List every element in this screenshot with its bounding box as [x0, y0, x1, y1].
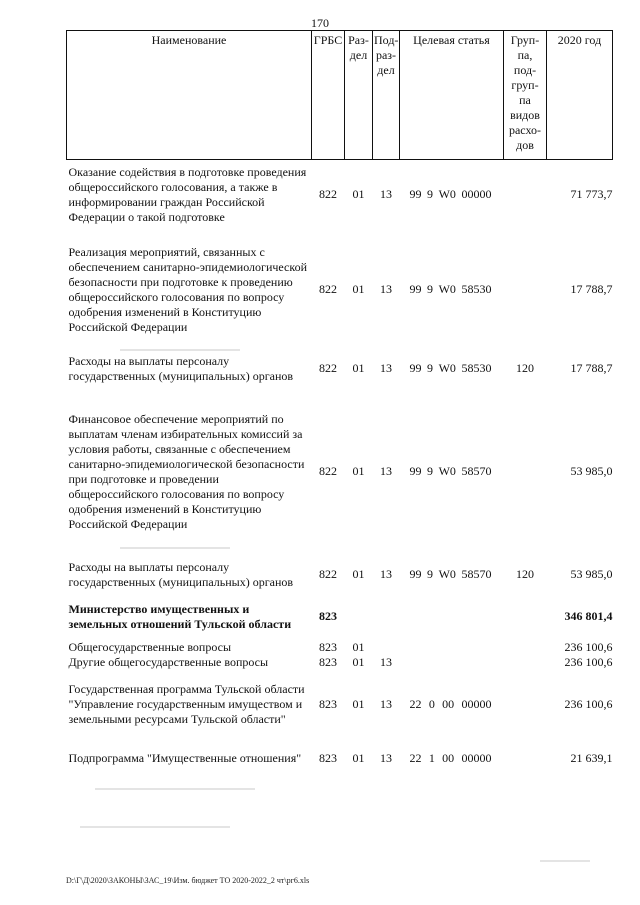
row-razdel: 01	[352, 639, 365, 654]
table-body	[67, 160, 613, 778]
row-podrazdel: 13	[380, 751, 392, 765]
row-razdel: 01	[352, 282, 365, 296]
row-name: Другие общегосударственные вопросы	[68, 654, 269, 669]
row-grbs: 822	[319, 282, 337, 296]
row-podrazdel: 13	[380, 654, 392, 669]
file-path-footer: D:\Г\Д\2020\ЗАКОНЫ\ЗАС_19\Изм. бюджет ТО 2020-2022_2 чт\рг6.xls	[66, 876, 310, 885]
row-target-part: 58570	[461, 567, 492, 581]
row-target-article	[400, 556, 504, 594]
row-sum: 53 985,0	[570, 567, 613, 581]
budget-table	[66, 30, 613, 778]
table-row	[67, 640, 613, 655]
row-vr: 120	[516, 567, 534, 581]
row-vr	[504, 594, 547, 640]
row-vr	[504, 388, 547, 556]
row-grbs: 823	[319, 639, 337, 654]
row-razdel	[345, 594, 373, 640]
row-grbs: 823	[319, 654, 337, 669]
scan-artifact	[95, 788, 255, 790]
page-number: 170	[311, 16, 329, 30]
row-target-article	[400, 160, 504, 230]
row-sum: 346 801,4	[564, 609, 613, 623]
row-podrazdel	[373, 594, 400, 640]
table-row	[67, 350, 613, 388]
row-vr	[504, 655, 547, 670]
row-target-article	[400, 670, 504, 740]
row-podrazdel: 13	[380, 464, 392, 478]
row-target-part: 99	[409, 464, 422, 478]
row-target-part: 99	[409, 282, 422, 296]
row-razdel: 01	[352, 654, 365, 669]
row-razdel: 01	[352, 567, 365, 581]
row-grbs: 823	[319, 751, 337, 765]
row-target-part: 22	[409, 751, 422, 765]
row-podrazdel: 13	[380, 282, 392, 296]
row-target-part: 58570	[461, 464, 492, 478]
row-razdel: 01	[352, 361, 365, 375]
row-vr	[504, 670, 547, 740]
header-year: 2020 год	[547, 31, 613, 160]
row-target-part: 58530	[461, 282, 492, 296]
row-target-part: W0	[438, 567, 456, 581]
row-podrazdel: 13	[380, 567, 392, 581]
row-name: Оказание содействия в подготовке проведения общероссийского голосования, а также в информировании граждан Российской Федерации о такой подготовке	[68, 164, 307, 224]
row-name: Расходы на выплаты персоналу государственных (муниципальных) органов	[68, 353, 294, 383]
row-sum: 53 985,0	[570, 464, 613, 478]
budget-table-wrapper	[66, 30, 612, 778]
row-podrazdel: 13	[380, 187, 392, 202]
row-vr: 120	[516, 361, 534, 375]
scan-artifact	[120, 349, 240, 351]
row-target-article	[400, 230, 504, 350]
table-row	[67, 388, 613, 556]
header-target: Целевая статья	[400, 31, 504, 160]
row-target-part: 99	[409, 361, 422, 375]
row-grbs: 822	[319, 361, 337, 375]
row-name: Общегосударственные вопросы	[68, 639, 232, 654]
row-target-part: 9	[427, 464, 434, 478]
row-razdel: 01	[352, 751, 365, 765]
row-podrazdel	[373, 640, 400, 655]
header-name: Наименование	[67, 31, 312, 160]
row-grbs: 822	[319, 187, 337, 202]
row-target-article	[400, 388, 504, 556]
row-podrazdel: 13	[380, 361, 392, 375]
row-name: Министерство имущественных и земельных отношений Тульской области	[68, 601, 292, 631]
row-target-part: W0	[438, 187, 456, 202]
row-target-article	[400, 350, 504, 388]
table-row	[67, 740, 613, 778]
row-grbs: 823	[319, 697, 337, 711]
table-row	[67, 655, 613, 670]
row-target-part: 00000	[461, 697, 492, 711]
row-target-part: 9	[427, 567, 434, 581]
row-name: Финансовое обеспечение мероприятий по выплатам членам избирательных комиссий за условия работы, связанные с обеспечением санитарно-эпидемиологической безопасности при подготовке и проведении общероссийского голосования по вопросу одобрения изменений в Конституцию Российской Федерации	[68, 411, 305, 531]
row-sum: 236 100,6	[564, 654, 613, 669]
row-target-article	[400, 594, 504, 640]
header-razdel: Раз- дел	[345, 31, 373, 160]
row-target-part: W0	[438, 464, 456, 478]
row-name: Расходы на выплаты персоналу государственных (муниципальных) органов	[68, 559, 294, 589]
row-target-part: 99	[409, 567, 422, 581]
table-row	[67, 160, 613, 230]
row-vr	[504, 640, 547, 655]
scan-artifact	[120, 547, 230, 549]
row-name: Реализация мероприятий, связанных с обеспечением санитарно-эпидемиологической безопасности при подготовке к проведению общероссийского голосования по вопросу одобрения изменений в Конституцию Российской Федерации	[68, 244, 307, 334]
scan-artifact	[80, 826, 230, 828]
row-target-part: 9	[427, 282, 434, 296]
row-target-part: 00	[442, 751, 455, 765]
row-target-part: 99	[409, 187, 422, 202]
row-sum: 17 788,7	[570, 361, 613, 375]
row-grbs: 822	[319, 464, 337, 478]
row-target-part: 22	[409, 697, 422, 711]
row-target-part: 00	[442, 697, 455, 711]
row-grbs: 823	[319, 609, 337, 623]
row-target-part: 9	[427, 361, 434, 375]
table-row	[67, 670, 613, 740]
table-row	[67, 594, 613, 640]
row-target-article	[400, 655, 504, 670]
row-sum: 236 100,6	[564, 639, 613, 654]
row-target-part: 00000	[461, 187, 492, 202]
row-vr	[504, 740, 547, 778]
row-target-part: 00000	[461, 751, 492, 765]
row-sum: 17 788,7	[570, 282, 613, 296]
row-target-part: 0	[428, 697, 435, 711]
row-razdel: 01	[352, 697, 365, 711]
row-target-part: W0	[438, 282, 456, 296]
scan-artifact	[540, 860, 590, 862]
row-sum: 236 100,6	[564, 697, 613, 711]
row-target-part: 58530	[461, 361, 492, 375]
row-target-part: 1	[428, 751, 435, 765]
row-name: Государственная программа Тульской области "Управление государственным имуществом и земельными ресурсами Тульской области"	[68, 682, 305, 726]
row-target-part: 9	[427, 187, 434, 202]
row-podrazdel: 13	[380, 697, 392, 711]
table-header	[67, 31, 613, 160]
row-name: Подпрограмма "Имущественные отношения"	[68, 751, 302, 765]
row-sum: 21 639,1	[570, 751, 613, 765]
row-target-part: W0	[438, 361, 456, 375]
table-row	[67, 556, 613, 594]
row-sum: 71 773,7	[570, 187, 613, 202]
header-grbs: ГРБС	[312, 31, 345, 160]
row-grbs: 822	[319, 567, 337, 581]
row-razdel: 01	[352, 464, 365, 478]
header-vr: Груп- па, под- груп- па видов расхо- дов	[504, 31, 547, 160]
table-row	[67, 230, 613, 350]
row-target-article	[400, 640, 504, 655]
row-target-article	[400, 740, 504, 778]
row-vr	[504, 230, 547, 350]
row-vr	[504, 160, 547, 230]
header-podrazdel: Под- раз- дел	[373, 31, 400, 160]
row-razdel: 01	[352, 187, 365, 202]
